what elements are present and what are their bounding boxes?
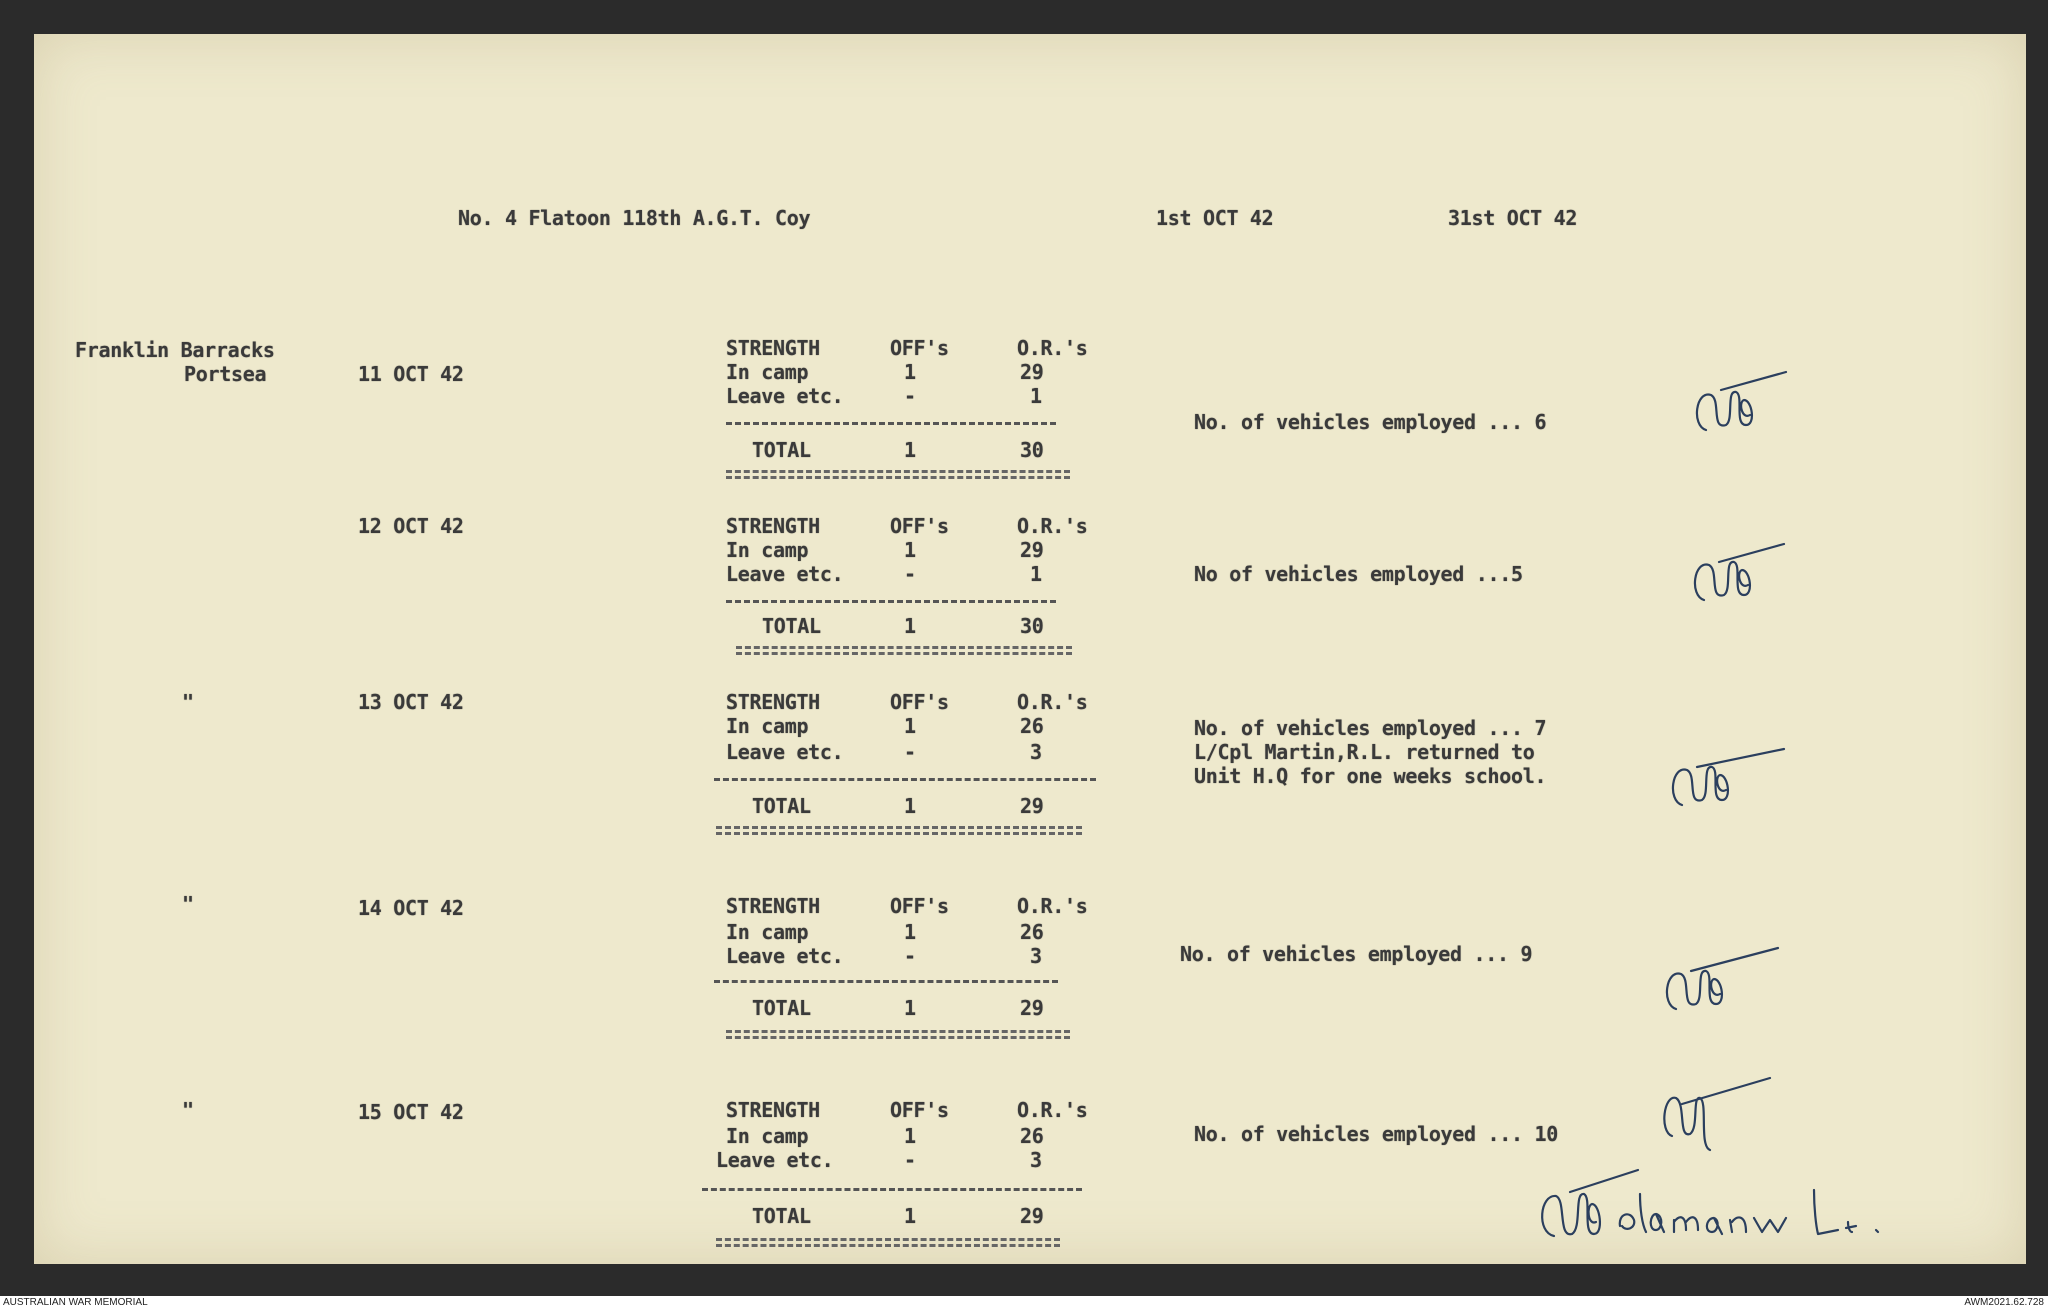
leave-offs: -	[904, 740, 916, 764]
total-ors: 30	[1020, 614, 1044, 638]
entry-remark: No. of vehicles employed ... 7 L/Cpl Martin,R.L. returned to Unit H.Q for one weeks school.	[1194, 716, 1547, 788]
in-camp-offs: 1	[904, 538, 916, 562]
leave-offs: -	[904, 562, 916, 586]
footer-bar	[0, 1296, 2048, 1310]
in-camp-label: In camp	[726, 538, 809, 562]
leave-ors: 3	[1030, 1148, 1042, 1172]
total-offs: 1	[904, 794, 916, 818]
subtotal-rule	[714, 980, 1058, 983]
total-offs: 1	[904, 1204, 916, 1228]
offs-header: OFF's	[890, 1098, 949, 1122]
leave-offs: -	[904, 944, 916, 968]
offs-header: OFF's	[890, 894, 949, 918]
leave-label: Leave etc.	[726, 384, 844, 408]
subtotal-rule	[726, 600, 1056, 603]
strength-label: STRENGTH	[726, 690, 820, 714]
subtotal-rule	[714, 778, 1096, 781]
in-camp-label: In camp	[726, 920, 809, 944]
leave-label: Leave etc.	[716, 1148, 834, 1172]
entry-date: 14 OCT 42	[358, 896, 464, 920]
in-camp-ors: 29	[1020, 538, 1044, 562]
leave-label: Leave etc.	[726, 944, 844, 968]
offs-header: OFF's	[890, 514, 949, 538]
total-label: TOTAL	[752, 996, 811, 1020]
strength-label: STRENGTH	[726, 894, 820, 918]
leave-offs: -	[904, 384, 916, 408]
total-ors: 30	[1020, 438, 1044, 462]
in-camp-ors: 29	[1020, 360, 1044, 384]
period-end-date: 31st OCT 42	[1448, 206, 1578, 230]
total-rule	[716, 1238, 1060, 1247]
ors-header: O.R.'s	[1017, 894, 1088, 918]
in-camp-ors: 26	[1020, 920, 1044, 944]
entry-remark: No. of vehicles employed ... 10	[1194, 1122, 1558, 1146]
unit-title: No. 4 Flatoon 118th A.G.T. Coy	[458, 206, 811, 230]
initials-signature	[1654, 1076, 1774, 1156]
entry-date: 12 OCT 42	[358, 514, 464, 538]
initials-signature	[1662, 745, 1792, 815]
total-label: TOTAL	[762, 614, 821, 638]
initials-signature	[1684, 540, 1794, 610]
total-rule	[726, 470, 1070, 479]
total-label: TOTAL	[752, 794, 811, 818]
entry-date: 11 OCT 42	[358, 362, 464, 386]
total-ors: 29	[1020, 996, 1044, 1020]
leave-label: Leave etc.	[726, 740, 844, 764]
total-label: TOTAL	[752, 438, 811, 462]
leave-ors: 3	[1030, 944, 1042, 968]
in-camp-ors: 26	[1020, 714, 1044, 738]
subtotal-rule	[726, 422, 1056, 425]
in-camp-label: In camp	[726, 714, 809, 738]
officer-signature	[1530, 1164, 1930, 1254]
total-rule	[726, 1030, 1070, 1039]
ditto-mark: "	[182, 690, 194, 714]
ors-header: O.R.'s	[1017, 690, 1088, 714]
footer-credit: AUSTRALIAN WAR MEMORIAL	[3, 1297, 148, 1308]
place-line-2: Portsea	[184, 362, 267, 386]
in-camp-ors: 26	[1020, 1124, 1044, 1148]
in-camp-offs: 1	[904, 714, 916, 738]
in-camp-label: In camp	[726, 360, 809, 384]
leave-ors: 1	[1030, 562, 1042, 586]
in-camp-offs: 1	[904, 920, 916, 944]
total-offs: 1	[904, 996, 916, 1020]
initials-signature	[1686, 370, 1796, 440]
ors-header: O.R.'s	[1017, 336, 1088, 360]
in-camp-label: In camp	[726, 1124, 809, 1148]
strength-label: STRENGTH	[726, 1098, 820, 1122]
total-label: TOTAL	[752, 1204, 811, 1228]
leave-offs: -	[904, 1148, 916, 1172]
offs-header: OFF's	[890, 690, 949, 714]
period-start-date: 1st OCT 42	[1156, 206, 1274, 230]
ors-header: O.R.'s	[1017, 1098, 1088, 1122]
total-offs: 1	[904, 438, 916, 462]
offs-header: OFF's	[890, 336, 949, 360]
ors-header: O.R.'s	[1017, 514, 1088, 538]
entry-remark: No. of vehicles employed ... 9	[1180, 942, 1533, 966]
ditto-mark: "	[182, 892, 194, 916]
initials-signature	[1656, 944, 1786, 1019]
entry-date: 15 OCT 42	[358, 1100, 464, 1124]
subtotal-rule	[702, 1188, 1082, 1191]
place-line-1: Franklin Barracks	[75, 338, 275, 362]
entry-remark: No of vehicles employed ...5	[1194, 562, 1523, 586]
entry-remark: No. of vehicles employed ... 6	[1194, 410, 1547, 434]
total-ors: 29	[1020, 1204, 1044, 1228]
total-ors: 29	[1020, 794, 1044, 818]
footer-accession-number: AWM2021.62.728	[1964, 1297, 2044, 1308]
leave-ors: 3	[1030, 740, 1042, 764]
in-camp-offs: 1	[904, 360, 916, 384]
strength-label: STRENGTH	[726, 514, 820, 538]
ditto-mark: "	[182, 1098, 194, 1122]
leave-ors: 1	[1030, 384, 1042, 408]
entry-date: 13 OCT 42	[358, 690, 464, 714]
in-camp-offs: 1	[904, 1124, 916, 1148]
total-rule	[716, 826, 1082, 835]
leave-label: Leave etc.	[726, 562, 844, 586]
strength-label: STRENGTH	[726, 336, 820, 360]
total-offs: 1	[904, 614, 916, 638]
total-rule	[736, 646, 1072, 655]
